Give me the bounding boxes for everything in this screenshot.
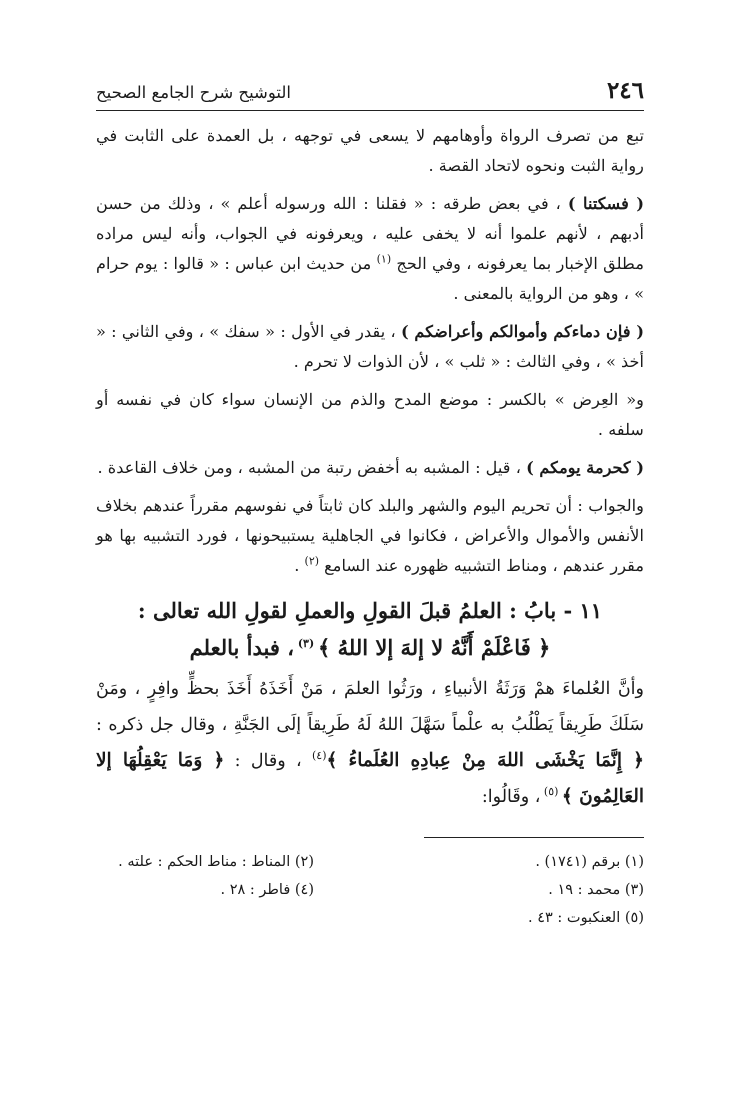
footnote-4: (٤) فاطر : ٢٨ . [220, 882, 314, 898]
paragraph-3-text: ، يقدر في الأول : « سفك » ، وفي الثاني : « أخذ » ، وفي الثالث : « ثلب » ، لأن الذوات لا تحرم . [96, 322, 644, 371]
chapter-heading [96, 593, 644, 667]
paragraph-3 [96, 317, 644, 377]
chapter-verse-rest: ، فبدأ بالعلم [189, 635, 294, 660]
paragraph-5-text: ، قيل : المشبه به أخفض رتبة من المشبه ، ومن خلاف القاعدة . [97, 458, 527, 477]
footnotes [96, 852, 644, 928]
page-number: ٢٤٦ [606, 77, 644, 104]
chapter-verse: ﴿ فَاعْلَمْ أَنَّهُ لا إلهَ إلا اللهُ ﴾ [318, 635, 551, 660]
running-title: التوشيح شرح الجامع الصحيح [96, 82, 291, 102]
paragraph-4-text: و« العِرض » بالكسر : موضع المدح والذم من الإنسان سواء كان في نفسه أو سلفه . [96, 390, 644, 439]
footnote-5: (٥) العنكبوت : ٤٣ . [528, 910, 644, 926]
quran-verse-1: ﴿ إِنَّمَا يَخْشَى اللهَ مِنْ عِبادِهِ العُلَماءُ ﴾ [326, 750, 644, 771]
page-header [96, 70, 644, 111]
chapter-title: ١١ - بابُ : العلمُ قبلَ القولِ والعملِ لقولِ الله تعالى : [137, 598, 603, 623]
paragraph-2 [96, 189, 644, 309]
quran-verse-2: ﴿ وَمَا يَعْقِلُهَا إلا العَالِمُونَ ﴾ [96, 750, 644, 807]
paragraph-2-text-b: من حديث ابن عباس : « قالوا : يوم حرام » ، وهو من الرواية بالمعنى . [96, 254, 644, 303]
footnote-divider [424, 837, 644, 838]
paragraph-1 [96, 121, 644, 181]
paragraph-6-text-a: والجواب : أن تحريم اليوم والشهر والبلد كان ثابتاً في نفوسهم مقرراً عندهم بخلاف الأنفس والأموال والأعراض ، فكانوا في الجاهلية يستبيحونها ، فورد التشبيه بها هو مقرر عندهم ، ومناط التشبيه ظهوره عند السامع [96, 496, 644, 575]
chapter-body-text-b: ، وقال : [224, 751, 312, 771]
paragraph-1-text: تبع من تصرف الرواة وأوهامهم لا يسعى في توجهه ، بل العمدة على الثابت في رواية الثبت ونحوه لاتحاد القصة . [96, 126, 644, 175]
paragraph-6 [96, 491, 644, 581]
paragraph-2-text-a: ، في بعض طرقه : « فقلنا : الله ورسوله أعلم » ، وذلك من حسن أدبهم ، لأنهم علموا أنه لا يخفى عليه ، ويعرفونه في الجواب، وأنه ليس مراده مطلق الإخبار بما يعرفونه ، وفي الحج [96, 194, 644, 273]
footnote-ref-5: (٥) [540, 785, 562, 799]
footnote-ref-1: (١) [376, 252, 392, 266]
paragraph-3-heading: ( فإن دماءكم وأموالكم وأعراضكم ) [401, 322, 644, 341]
paragraph-6-text-b: . [294, 556, 305, 575]
book-page [96, 70, 644, 928]
page-body [96, 121, 644, 928]
paragraph-4 [96, 385, 644, 445]
paragraph-5-heading: ( كحرمة يومكم ) [526, 458, 644, 477]
footnote-ref-3: (٣) [293, 637, 318, 650]
chapter-verse-line [96, 629, 644, 667]
footnote-2: (٢) المناط : مناط الحكم : علته . [118, 854, 314, 870]
paragraph-2-heading: ( فسكتنا ) [567, 194, 644, 213]
paragraph-5 [96, 453, 644, 483]
footnote-3: (٣) محمد : ١٩ . [548, 882, 644, 898]
chapter-body-text-c: ، وقَالُوا: [481, 787, 541, 807]
chapter-body [96, 671, 644, 815]
footnote-ref-2: (٢) [304, 554, 320, 568]
footnote-ref-4: (٤) [311, 749, 327, 763]
footnote-1: (١) برقم (١٧٤١) . [535, 854, 644, 870]
chapter-body-text-a: وأنَّ العُلماءَ همْ وَرَثَةُ الأنبياءِ ، ورَثُوا العلمَ ، مَنْ أَخَذَهُ أَخَذَ بحظٍّ وافِرٍ ، ومَنْ سَلَكَ طَرِيقاً يَطْلُبُ به علْماً سَهَّلَ اللهُ لَهُ طَرِيقاً إلَى الجَنَّةِ ، وقال جل ذكره : [96, 679, 644, 735]
